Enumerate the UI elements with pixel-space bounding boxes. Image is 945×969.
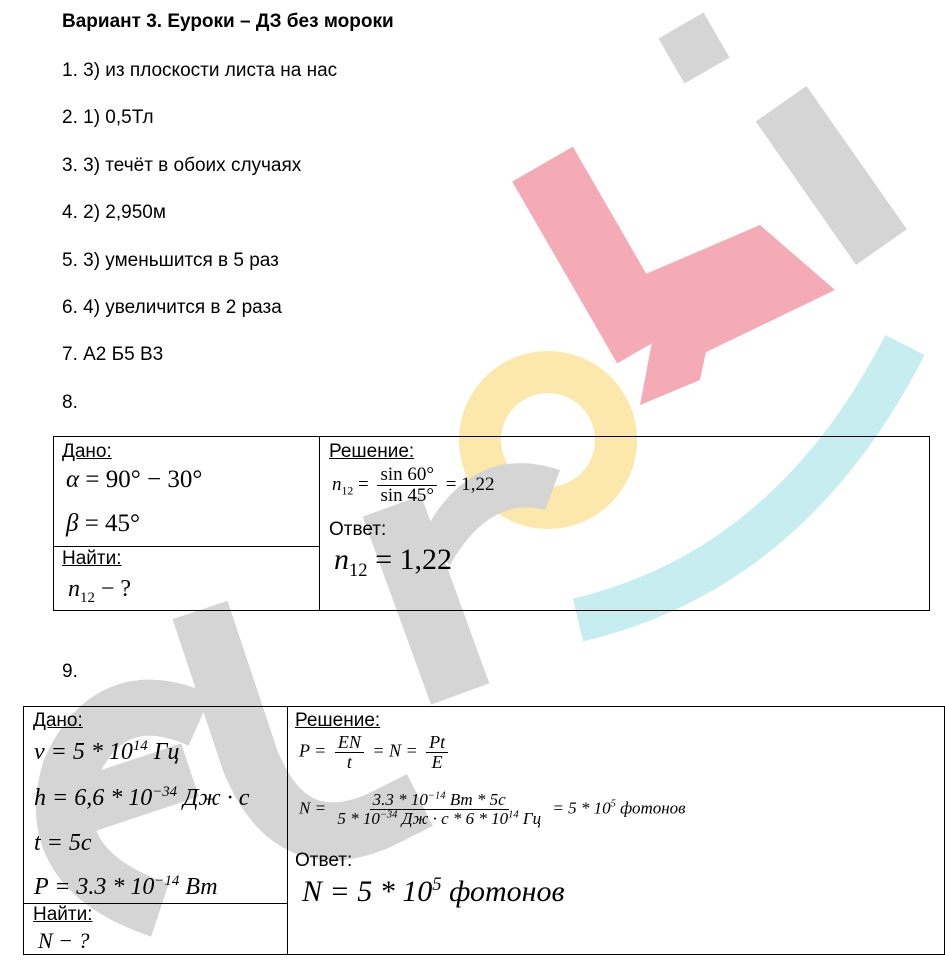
answer-1: 1. 3) из плоскости листа на нас: [62, 60, 338, 81]
answer-6: 6. 4) увеличится в 2 раза: [62, 297, 282, 318]
task8-solution-formula: $n_{12}$ = $\frac{\sin 60^\circ}{\sin 45^\circ}$ = 1,22: [332, 464, 495, 506]
task8-find-label: Найти:: [62, 548, 122, 569]
task9-given-power: $P = 3.3 * 10^{-14}$ Вт: [34, 873, 218, 900]
task9-answer: $N = 5 * 10^5$ фотонов: [302, 874, 565, 908]
task9-solution-label: Решение:: [295, 710, 381, 731]
task9-given-planck: $h = 6,6 * 10^{-34}$ Дж · с: [34, 784, 250, 811]
task8-beta: β = 45°: [66, 510, 141, 537]
task9-given-label: Дано:: [33, 710, 83, 731]
answer-2: 2. 1) 0,5Тл: [62, 107, 154, 128]
task9-find: N − ?: [38, 928, 90, 953]
task9-solution-eq2: N = $\frac{3.3 * 10^{-14} Вт * 5с}{5 * 10^{-34} Дж \cdot с * 6 * 10^{14} Гц}$ = $5 * 10^5$ фотонов: [299, 790, 686, 828]
task9-answer-label: Ответ:: [295, 850, 353, 871]
page-title: Вариант 3. Еуроки – ДЗ без мороки: [62, 11, 394, 32]
task8-answer-label: Ответ:: [329, 519, 387, 540]
task9-given-time: t = 5с: [34, 830, 92, 856]
task8-answer: $n_{12} = 1,22$: [334, 543, 453, 581]
task8-table: [53, 436, 930, 611]
task8-alpha: α = 90° − 30°: [66, 466, 203, 493]
task9-table: [23, 706, 945, 955]
task8-find: $n_{12}$ − ?: [68, 576, 132, 606]
task8-given-label: Дано:: [62, 441, 112, 462]
answer-9-number: 9.: [62, 661, 78, 682]
answer-5: 5. 3) уменьшится в 5 раз: [62, 250, 279, 271]
answer-7: 7. А2 Б5 В3: [62, 344, 164, 365]
task8-solution-label: Решение:: [329, 441, 415, 462]
task9-solution-eq1: P = $\frac{EN}{t}$ = N = $\frac{Pt}{E}$: [299, 733, 452, 772]
answer-8-number: 8.: [62, 392, 78, 413]
answer-3: 3. 3) течёт в обоих случаях: [62, 155, 302, 176]
task9-find-label: Найти:: [33, 904, 93, 925]
answer-4: 4. 2) 2,950м: [62, 202, 166, 223]
task9-given-frequency: $\nu = 5 * 10^{14}$ Гц: [34, 738, 180, 765]
